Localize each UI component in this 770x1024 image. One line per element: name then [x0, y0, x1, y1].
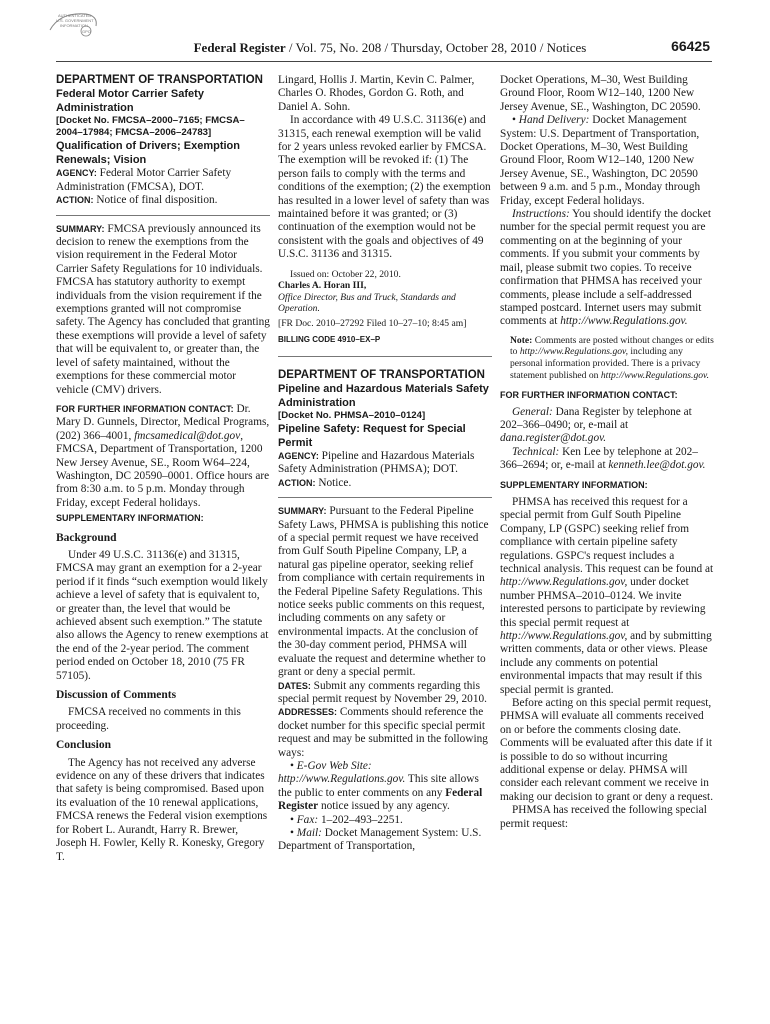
action-line: [278, 477, 492, 490]
note-paragraph: Note: Comments are posted without changes or edits to http://www.Regulations.gov, including any personal information provided. There is a privacy statement published on http://www.Regulations.gov.: [510, 334, 714, 381]
federal-register-ref: Federal Register: [278, 786, 483, 813]
supplementary-label: SUPPLEMENTARY INFORMATION:: [56, 513, 204, 524]
header-rule: [56, 61, 712, 62]
fax-label: Fax:: [296, 813, 319, 826]
dates-text: Submit any comments regarding this special permit request by November 29, 2010.: [278, 679, 487, 705]
notice-title: Pipeline Safety: Request for Special Permit: [278, 423, 466, 449]
seal-line2: U.S. GOVERNMENT: [56, 18, 94, 23]
renewal-paragraph: In accordance with 49 U.S.C. 31136(e) and 31315, each renewal exemption will be valid for 2 years unless revoked earlier by FMCSA. The exemption will be revoked if: (1) The person fails to comply with the terms and conditions of the exemption; (2) the exemption has resulted in a lower level of safety than was maintained before it was granted; or (3) continuation of the exemption would not be consistent with the goals and objectives of 49 U.S.C. 31136 and 31315.: [278, 114, 491, 261]
issued-date: Issued on: October 22, 2010.: [290, 268, 401, 280]
action-text: Notice.: [318, 476, 352, 489]
contact-text-2: , FMCSA, Department of Transportation, 1200 New Jersey Avenue, SE., Room W64–224, Washington, DC 20590–0001. Office hours are from 8:30 a.m. to 5 p.m. Monday through Friday, except Federal holidays.: [56, 429, 270, 509]
hand-delivery-item: • Hand Delivery: Docket Management System: U.S. Department of Transportation, Docket Operations, M–30, West Building Ground Floor, Room W12–140, 1200 New Jersey Avenue, SE., Washington, DC 20590 between 9 a.m. and 5 p.m., Monday through Friday, except Federal holidays.: [500, 114, 701, 207]
agency-heading: Federal Motor Carrier Safety Administration: [56, 88, 204, 115]
regulations-url[interactable]: http://www.Regulations.gov,: [500, 576, 628, 589]
conclusion-text: The Agency has not received any adverse evidence on any of these drivers that indicates that safety is being compromised. Based upon its evaluation of the 10 renewal applications, FMCSA renews the Federal vision exemptions for Robert L. Aurandt, Harry R. Brewer, Joseph H. Fowler, Kelly R. Konesky, Gregory T.: [56, 756, 268, 863]
mail-label: Mail:: [296, 826, 322, 839]
note-url-2[interactable]: http://www.Regulations.gov.: [600, 369, 709, 381]
page-number: 66425: [671, 38, 710, 54]
supplementary-label: SUPPLEMENTARY INFORMATION:: [500, 479, 648, 490]
publication-name: Federal Register: [193, 40, 286, 55]
technical-contact: Technical: Ken Lee by telephone at 202–366–2694; or, e-mail at kenneth.lee@dot.gov.: [500, 445, 706, 472]
egov-label: E-Gov Web Site:: [296, 759, 372, 772]
contact-email[interactable]: fmcsamedical@dot.gov: [134, 429, 241, 442]
seal-line3: INFORMATION: [60, 23, 88, 28]
page-header: [0, 38, 770, 58]
addresses-label: ADDRESSES:: [278, 707, 338, 718]
summary-label: SUMMARY:: [56, 223, 105, 234]
signer-title: Office Director, Bus and Truck, Standards and Operation.: [278, 291, 456, 315]
agency-text: Federal Motor Carrier Safety Administration (FMCSA), DOT.: [56, 167, 232, 193]
seal-line4: GPO: [82, 29, 91, 34]
section-name: Notices: [546, 40, 587, 55]
column-3: [500, 74, 714, 831]
technical-email[interactable]: kenneth.lee@dot.gov.: [608, 459, 706, 472]
agency-label: AGENCY:: [56, 168, 97, 179]
notice-title: Qualification of Drivers; Exemption Renewals; Vision: [56, 140, 240, 167]
dates-paragraph: [278, 680, 492, 707]
summary-paragraph: [56, 223, 270, 397]
egov-url[interactable]: http://www.Regulations.gov.: [278, 773, 406, 786]
summary-text: Pursuant to the Federal Pipeline Safety Laws, PHMSA is publishing this notice of a special permit request we have received from Gulf South Pipeline Company, LP, a natural gas pipeline operator, seeking relief from compliance with certain requirements in the Federal Pipeline Safety Regulations. This notice seeks public comments on this request, including comments on any safety or environmental impacts. At the conclusion of the 30-day comment period, PHMSA will evaluate the request and determine whether to grant or deny a special permit.: [278, 505, 489, 679]
gpo-authentication-seal: [46, 8, 102, 38]
agency-line: [56, 167, 270, 194]
continued-text: Lingard, Hollis J. Martin, Kevin C. Palmer, Charles O. Rhodes, Gordon G. Roth, and Daniel A. Sohn.: [278, 74, 475, 113]
mail-item: • Mail: Docket Management System: U.S. Department of Transportation,: [278, 826, 482, 853]
addresses-text: Comments should reference the docket number for this specific special permit request and may be submitted in the following ways:: [278, 706, 488, 759]
general-email[interactable]: dana.register@dot.gov.: [500, 432, 607, 445]
general-contact: General: Dana Register by telephone at 202–366–0490; or, e-mail at dana.register@dot.gov.: [500, 405, 692, 445]
fax-number: 1–202–493–2251.: [320, 813, 403, 826]
billing-code: BILLING CODE 4910–EX–P: [278, 335, 381, 345]
hand-delivery-text: Docket Management System: U.S. Department of Transportation, Docket Operations, M–30, West Building Ground Floor, Room W12–140, 1200 New Jersey Avenue, SE., Washington, DC 20590 between 9 a.m. and 5 p.m., Monday through Friday, except Federal holidays.: [500, 114, 701, 207]
divider: [56, 215, 270, 216]
volume-info: Vol. 75, No. 208: [295, 40, 382, 55]
action-text: Notice of final disposition.: [96, 194, 218, 207]
divider: [278, 356, 492, 357]
supplementary-paragraph-3: PHMSA has received the following special permit request:: [500, 804, 707, 830]
background-heading: Background: [56, 531, 117, 544]
continued-text: Docket Operations, M–30, West Building Ground Floor, Room W12–140, 1200 New Jersey Avenue, SE., Washington, DC 20590.: [500, 74, 701, 113]
fr-doc: [FR Doc. 2010–27292 Filed 10–27–10; 8:45 am]: [278, 317, 467, 329]
docket-number: [Docket No. PHMSA–2010–0124]: [278, 410, 426, 421]
signer-name: Charles A. Horan III,: [278, 280, 367, 292]
action-line: [56, 194, 270, 207]
contact-label: FOR FURTHER INFORMATION CONTACT:: [500, 390, 678, 401]
instructions-paragraph: [500, 208, 714, 329]
agency-line: [278, 450, 492, 477]
header-separator: /: [285, 40, 296, 55]
note-label: Note:: [510, 334, 533, 346]
running-head: [140, 40, 640, 56]
contact-paragraph: [56, 403, 270, 510]
docket-number: [Docket No. FMCSA–2000–7165; FMCSA–2004–17984; FMCSA–2006–24783]: [56, 115, 245, 139]
supplementary-paragraph-1: PHMSA has received this request for a special permit from Gulf South Pipeline Company, LP (GSPC) seeking relief from compliance with certain pipeline safety regulations. GSPC's request includes a technical analysis. This request can be found at http://www.Regulations.gov, under docket number PHMSA–2010–0124. We invite interested persons to participate by reviewing this special permit request at http://www.Regulations.gov, and by submitting written comments, data or other views. Please include any comments on potential environmental impacts that may result if this special permit is granted.: [500, 495, 714, 696]
note-url[interactable]: http://www.Regulations.gov,: [519, 346, 628, 358]
column-1: [56, 74, 270, 864]
mail-text: Docket Management System: U.S. Department of Transportation,: [278, 826, 482, 853]
instructions-label: Instructions:: [512, 208, 570, 221]
column-2: [278, 74, 492, 854]
agency-text: Pipeline and Hazardous Materials Safety Administration (PHMSA); DOT.: [278, 450, 475, 476]
instructions-text: You should identify the docket number for the special permit request you are commenting on at the beginning of your comments. If you submit your comments by mail, please submit two copies. To receive confirmation that PHMSA has received your comments, please include a self-addressed stamped postcard. Internet users may submit comments at: [500, 208, 711, 328]
instructions-url[interactable]: http://www.Regulations.gov.: [560, 315, 688, 328]
egov-item: • E-Gov Web Site: http://www.Regulations.gov. This site allows the public to enter comments on any Federal Register notice issued by any agency.: [278, 759, 483, 813]
seal-line1: AUTHENTICATED: [58, 13, 92, 18]
contact-text: Dr. Mary D. Gunnels, Director, Medical Programs, (202) 366–4001,: [56, 402, 270, 442]
department-heading: DEPARTMENT OF TRANSPORTATION: [278, 368, 485, 381]
dates-label: DATES:: [278, 680, 311, 691]
department-heading: DEPARTMENT OF TRANSPORTATION: [56, 74, 263, 86]
technical-label: Technical:: [512, 445, 560, 458]
action-label: ACTION:: [278, 477, 316, 488]
gpo-seal-icon: [46, 8, 102, 38]
action-label: ACTION:: [56, 195, 94, 206]
discussion-text: FMCSA received no comments in this proceeding.: [56, 706, 241, 732]
summary-text: FMCSA previously announced its decision to renew the exemptions from the vision requirement in the Federal Motor Carrier Safety Regulations for 10 individuals. FMCSA has statutory authority to exempt individuals from the vision requirement if the exemptions granted will not compromise safety. The Agency has concluded that granting these exemptions will provide a level of safety that will be equivalent to, or greater than, the level of safety maintained, without the exemptions for these commercial motor vehicle (CMV) drivers.: [56, 222, 270, 396]
divider: [278, 497, 492, 498]
conclusion-heading: Conclusion: [56, 739, 111, 752]
discussion-heading: Discussion of Comments: [56, 689, 177, 702]
agency-label: AGENCY:: [278, 451, 319, 461]
contact-label: FOR FURTHER INFORMATION CONTACT:: [56, 403, 234, 414]
supplementary-paragraph-2: Before acting on this special permit request, PHMSA will evaluate all comments received on or before the comments closing date. Comments will be evaluated after this date if it is possible to do so without incurring additional expense or delay. PHMSA will consider each relevant comment we receive in making our decision to grant or deny a request.: [500, 697, 714, 803]
header-separator: /: [536, 40, 547, 55]
background-text: Under 49 U.S.C. 31136(e) and 31315, FMCSA may grant an exemption for a 2-year period if it finds “such exemption would likely achieve a level of safety that is equivalent to, or greater than, the level that would be achieved absent such exemption.” The statute also allows the Agency to renew exemptions at the end of the 2-year period. The comment period ended on October 18, 2010 (75 FR 57105).: [56, 548, 269, 682]
agency-heading: Pipeline and Hazardous Materials Safety Administration: [278, 383, 489, 409]
issue-date: Thursday, October 28, 2010: [391, 40, 537, 55]
general-label: General:: [512, 405, 553, 418]
header-separator: /: [381, 40, 392, 55]
summary-label: SUMMARY:: [278, 506, 327, 517]
fax-item: • Fax: 1–202–493–2251.: [290, 813, 403, 826]
regulations-url-2[interactable]: http://www.Regulations.gov,: [500, 630, 628, 642]
summary-paragraph: [278, 505, 492, 679]
hand-delivery-label: Hand Delivery:: [518, 114, 590, 127]
addresses-paragraph: [278, 706, 492, 760]
